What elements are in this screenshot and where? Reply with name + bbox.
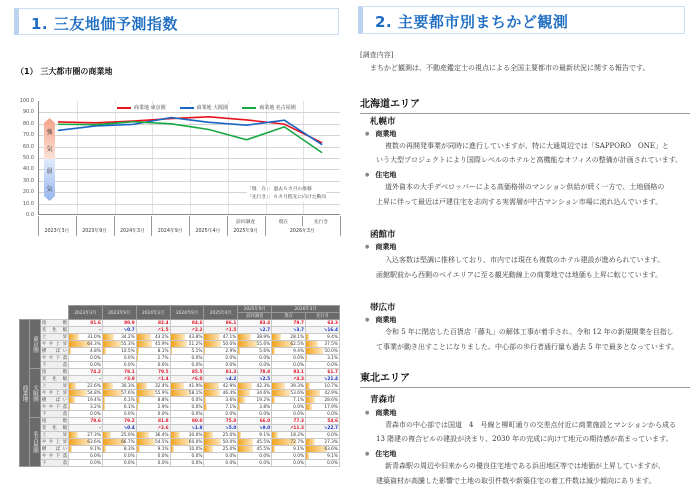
bullet-obihiro-commercial: ● 商業地 xyxy=(365,315,396,325)
group-label: 名古屋圏 xyxy=(30,418,41,467)
row-label: 上 昇 xyxy=(42,384,68,389)
percent-cell: 0.0% xyxy=(170,355,204,362)
change-cell: ↗2.6 xyxy=(136,425,170,432)
table-row xyxy=(20,376,340,383)
change-cell: ↘1.8 xyxy=(170,425,204,432)
percent-cell: 43.2% xyxy=(136,334,170,341)
row-label: 下 落 xyxy=(42,412,68,417)
row-label: やや上昇 xyxy=(42,391,68,396)
y-tick-label: 40.0 xyxy=(22,166,34,173)
percent-cell: 10.0% xyxy=(170,446,204,453)
change-cell: ↘9.0 xyxy=(238,425,272,432)
x-tick-label: 2024年3月 xyxy=(119,229,145,234)
percent-cell: 0.0% xyxy=(136,362,170,369)
percent-cell: 41.9% xyxy=(170,383,204,390)
column-subheader: 先行き xyxy=(306,313,340,320)
percent-cell: 55.6% xyxy=(238,341,272,348)
percent-cell: 32.4% xyxy=(136,383,170,390)
index-cell: 81.3 xyxy=(204,369,238,376)
change-cell: ↗1.5 xyxy=(204,327,238,334)
percent-cell: 3.8% xyxy=(238,404,272,411)
percent-cell: 25.0% xyxy=(204,432,238,439)
row-label: やや上昇 xyxy=(42,342,68,347)
percent-cell: 42.9% xyxy=(204,383,238,390)
change-cell: ↗2.2 xyxy=(170,327,204,334)
percent-cell: 18.2% xyxy=(272,432,306,439)
percent-cell: 25.0% xyxy=(102,432,136,439)
table-row xyxy=(20,439,340,446)
row-label: やや下落 xyxy=(42,356,68,361)
index-cell: 85.5 xyxy=(170,369,204,376)
row-label: 変 化 幅 xyxy=(42,426,68,431)
index-cell: 79.6 xyxy=(69,418,103,425)
row-label: 変 化 幅 xyxy=(42,328,68,333)
table-row xyxy=(20,446,340,453)
row-label: 横 ばい xyxy=(42,447,68,452)
percent-cell: 34.2% xyxy=(102,334,136,341)
table-row xyxy=(20,411,340,418)
index-cell: 75.0 xyxy=(204,418,238,425)
percent-cell: 50.0% xyxy=(204,439,238,446)
y-tick-label: 30.0 xyxy=(22,177,34,184)
percent-cell: 54.5% xyxy=(136,439,170,446)
bullet-sapporo-residential: ● 住宅地 xyxy=(365,170,396,180)
index-cell: 78.1 xyxy=(102,369,136,376)
change-cell: ↘16.4 xyxy=(306,327,340,334)
section-2-title: 2. 主要都市別まちかど観測 xyxy=(375,13,569,31)
obihiro-commercial-line1: 令和 5 年に閉店した百貨店「藤丸」の解体工事が着手され、令和 12 年の新規開業を目指し xyxy=(385,328,674,336)
percent-cell: 8.3% xyxy=(102,446,136,453)
percent-cell: 57.6% xyxy=(102,390,136,397)
y-tick-label: 50.0 xyxy=(22,155,34,161)
percent-cell: 0.0% xyxy=(238,362,272,369)
row-label: 上 昇 xyxy=(42,433,68,438)
column-subheader: 現在 xyxy=(272,313,306,320)
percent-cell: 51.2% xyxy=(170,341,204,348)
change-cell: ↘4.2 xyxy=(204,376,238,383)
x-axis xyxy=(38,216,340,238)
percent-cell: 34.6% xyxy=(238,390,272,397)
percent-cell: 42.3% xyxy=(238,383,272,390)
percent-cell: 3.6% xyxy=(204,397,238,404)
row-label: 指 数 xyxy=(42,321,68,326)
row-label: やや下落 xyxy=(42,405,68,410)
percent-cell: 0.0% xyxy=(102,460,136,467)
table-row xyxy=(20,327,340,334)
percent-cell: 53.6% xyxy=(272,390,306,397)
row-label: 下 落 xyxy=(42,363,68,368)
percent-cell: 45.5% xyxy=(238,446,272,453)
percent-cell: 31.0% xyxy=(69,334,103,341)
table-row xyxy=(20,334,340,341)
percent-cell: 0.0% xyxy=(204,460,238,467)
percent-cell: 60.0% xyxy=(170,439,204,446)
percent-cell: 2.7% xyxy=(136,355,170,362)
percent-cell: 0.0% xyxy=(69,362,103,369)
percent-cell: 0.0% xyxy=(272,355,306,362)
percent-cell: 0.0% xyxy=(306,362,340,369)
percent-cell: 54.8% xyxy=(69,390,103,397)
y-tick-label: 0.0 xyxy=(26,212,34,218)
percent-cell: 0.0% xyxy=(272,460,306,467)
row-label: 変 化 幅 xyxy=(42,377,68,382)
index-cell: 74.2 xyxy=(69,369,103,376)
plot-area xyxy=(38,101,340,215)
column-header: 2023年9月 xyxy=(102,306,136,320)
percent-cell: 38.9% xyxy=(238,334,272,341)
column-subheader: 前回調査 xyxy=(238,313,272,320)
city-aomori: 青森市 xyxy=(370,395,396,405)
weak-label-2: 気 xyxy=(46,186,53,193)
index-cell: 54.6 xyxy=(306,418,340,425)
change-cell: - xyxy=(69,425,103,432)
area-tohoku: 東北エリア xyxy=(360,369,690,388)
table-row xyxy=(20,341,340,348)
percent-cell: 66.7% xyxy=(102,439,136,446)
percent-cell: 0.0% xyxy=(306,411,340,418)
percent-cell: 47.1% xyxy=(204,334,238,341)
percent-cell: 10.5% xyxy=(102,348,136,355)
percent-cell: 0.0% xyxy=(102,355,136,362)
index-cell: 77.3 xyxy=(272,418,306,425)
percent-cell: 2.9% xyxy=(136,404,170,411)
percent-cell: 63.6% xyxy=(69,439,103,446)
table-row xyxy=(20,362,340,369)
change-cell: ↘3.7 xyxy=(272,327,306,334)
legend-item-tokyo: 商業地 東京圏 xyxy=(117,104,166,111)
section-1-header xyxy=(14,8,339,35)
percent-cell: 0.0% xyxy=(204,453,238,460)
x-tick-label: 2025年4月 xyxy=(195,229,221,234)
change-cell: ↘22.7 xyxy=(306,425,340,432)
y-tick-label: 80.0 xyxy=(22,120,34,127)
percent-cell: 0.0% xyxy=(204,362,238,369)
percent-cell: 0.0% xyxy=(170,397,204,404)
percent-cell: 0.0% xyxy=(136,460,170,467)
percent-cell: 0.0% xyxy=(238,355,272,362)
index-cell: 81.8 xyxy=(136,418,170,425)
percent-cell: 0.0% xyxy=(306,460,340,467)
percent-cell: 0.0% xyxy=(170,411,204,418)
column-header: 2025年9月 xyxy=(238,306,272,313)
row-label: 指 数 xyxy=(42,370,68,375)
sapporo-residential-line2: 上昇に伴って最近は戸建住宅を志向する実需層が中古マンション市場に流れ込んでいます。 xyxy=(376,198,663,206)
percent-cell: 0.0% xyxy=(204,355,238,362)
line-chart xyxy=(8,98,343,235)
row-label: 横 ばい xyxy=(42,349,68,354)
index-cell: 63.3 xyxy=(306,320,340,327)
change-cell: ↘21.4 xyxy=(306,376,340,383)
percent-cell: 0.0% xyxy=(102,362,136,369)
percent-cell: 8.1% xyxy=(136,348,170,355)
percent-cell: 46.4% xyxy=(204,390,238,397)
chart-note: 「現 在」：過去６カ月の推移 「先行き」：６カ月程先に向けた動向 xyxy=(247,187,327,200)
percent-cell: 63.6% xyxy=(306,446,340,453)
chart-legend xyxy=(114,104,299,111)
percent-cell: 19.4% xyxy=(69,397,103,404)
y-tick-label: 10.0 xyxy=(22,200,34,207)
y-tick-label: 90.0 xyxy=(22,109,34,116)
survey-text: まちかど観測は、不動産鑑定士の視点による全国主要都市の最新状況に関する報告です。 xyxy=(370,64,650,72)
table-row xyxy=(20,320,340,327)
column-header: 2024年9月 xyxy=(170,306,204,320)
x-tick-label: 2024年9月 xyxy=(157,229,183,234)
bullet-hakodate-commercial: ● 商業地 xyxy=(365,242,396,252)
strong-label-1: 強 xyxy=(46,129,53,136)
strong-label-2: 気 xyxy=(46,146,53,153)
index-cell: 78.8 xyxy=(238,369,272,376)
outer-group-label: 商業地 xyxy=(20,320,30,467)
percent-cell: 0.0% xyxy=(69,411,103,418)
percent-cell: 0.0% xyxy=(136,411,170,418)
city-obihiro: 帯広市 xyxy=(370,303,396,313)
column-header: 2025年4月 xyxy=(204,306,238,320)
percent-cell: 7.1% xyxy=(204,404,238,411)
percent-cell: 64.3% xyxy=(69,341,103,348)
aomori-commercial-line2: 13 階建の複合ビルの建設が決まり、2030 年の完成に向けて地元の期待感が高まっています。 xyxy=(376,435,673,443)
change-cell: ↘2.7 xyxy=(238,327,272,334)
index-cell: 82.4 xyxy=(136,320,170,327)
index-cell: 79.2 xyxy=(102,418,136,425)
percent-cell: 0.0% xyxy=(170,362,204,369)
x-tick-label: 2026年3月 xyxy=(289,229,315,234)
percent-cell: 0.0% xyxy=(238,411,272,418)
percent-cell: 0.0% xyxy=(69,453,103,460)
table-row xyxy=(20,425,340,432)
percent-cell: 3.1% xyxy=(306,355,340,362)
percent-cell: 0.0% xyxy=(69,460,103,467)
change-cell: ↘0.4 xyxy=(102,425,136,432)
change-cell: ↘5.0 xyxy=(204,425,238,432)
x-tick-label: 2025年9月 xyxy=(233,229,259,234)
percent-cell: 0.0% xyxy=(170,404,204,411)
obihiro-commercial-line2: て事業が動き出すことになりました。中心部の歩行者通行量も過去 5 年で最多となっています。 xyxy=(376,343,679,351)
aomori-residential-line2: 建築資材が高騰した影響で土地の取引件数や新築住宅の着工件数は減少傾向にあります。 xyxy=(376,477,656,485)
index-cell: 83.1 xyxy=(272,369,306,376)
sapporo-commercial-line2: いう大型プロジェクトにより国際レベルのホテルと高機能なオフィスの整備が計画されています。 xyxy=(376,156,683,164)
table-row xyxy=(20,460,340,467)
percent-cell: 9.4% xyxy=(306,334,340,341)
group-label: 大阪圏 xyxy=(30,369,41,418)
change-cell: ↘0.7 xyxy=(102,327,136,334)
table-row xyxy=(20,369,340,376)
percent-cell: 0.0% xyxy=(272,362,306,369)
x-tick-label: 2023年9月 xyxy=(82,229,108,234)
section-2-header xyxy=(358,6,685,34)
percent-cell: 43.8% xyxy=(170,334,204,341)
index-cell: 86.1 xyxy=(204,320,238,327)
table-row xyxy=(20,432,340,439)
legend-item-osaka: 商業地 大阪圏 xyxy=(180,104,229,111)
weak-label-1: 弱 xyxy=(46,168,53,175)
column-header: 2026年3月 xyxy=(272,306,340,313)
percent-cell: 5.1% xyxy=(170,348,204,355)
percent-cell: 0.0% xyxy=(238,460,272,467)
bullet-aomori-residential: ● 住宅地 xyxy=(365,449,396,459)
change-cell: ↗3.9 xyxy=(102,376,136,383)
table-row xyxy=(20,383,340,390)
index-cell: 81.6 xyxy=(69,320,103,327)
aomori-commercial-line1: 青森市の中心部では国道 4 号線と柳町通りの交差点付近に商業施設とマンションから成る xyxy=(385,421,677,429)
percent-cell: 0.0% xyxy=(170,453,204,460)
row-label: 下 落 xyxy=(42,461,68,466)
x-tick-label: 2023年3月 xyxy=(44,229,70,234)
sapporo-residential-line1: 道外資本の大手デベロッパーによる高価格帯のマンション供給が続く一方で、土地価格の xyxy=(385,183,665,191)
city-hakodate: 函館市 xyxy=(370,230,396,240)
change-cell: - xyxy=(69,376,103,383)
percent-cell: 22.6% xyxy=(69,383,103,390)
percent-cell: 8.8% xyxy=(136,397,170,404)
hakodate-commercial-line2: 函館駅前から西側のベイエリアに至る観光動線上の商業地では地価も上昇に転じています。 xyxy=(376,271,663,279)
bullet-aomori-commercial: ● 商業地 xyxy=(365,408,396,418)
percent-cell: 25.0% xyxy=(204,446,238,453)
table-row xyxy=(20,355,340,362)
change-cell: ↗4.3 xyxy=(272,376,306,383)
column-header: 2023年3月 xyxy=(69,306,103,320)
percent-cell: 62.5% xyxy=(272,341,306,348)
percent-cell: 50.0% xyxy=(306,348,340,355)
subsection-title: （1） 三大都市圏の商業地 xyxy=(16,67,113,76)
y-tick-label: 60.0 xyxy=(22,143,34,150)
percent-cell: 4.8% xyxy=(69,348,103,355)
row-label: やや下落 xyxy=(42,454,68,459)
percent-cell: 3.2% xyxy=(69,404,103,411)
percent-cell: 17.9% xyxy=(306,404,340,411)
percent-cell: 0.0% xyxy=(306,432,340,439)
y-tick-label: 100.0 xyxy=(19,98,34,104)
percent-cell: 0.0% xyxy=(272,453,306,460)
table-row xyxy=(20,418,340,425)
table-row xyxy=(20,390,340,397)
x-top-label: 前回調査 xyxy=(236,220,256,225)
percent-cell: 0.0% xyxy=(69,355,103,362)
row-label: 指 数 xyxy=(42,419,68,424)
percent-cell: 55.9% xyxy=(136,390,170,397)
percent-cell: 27.3% xyxy=(306,439,340,446)
percent-cell: 0.0% xyxy=(238,453,272,460)
percent-cell: 0.0% xyxy=(170,460,204,467)
aomori-residential-line1: 新青森駅の周辺や旧来からの優良住宅地である浜田地区等では地価が上昇していますが、 xyxy=(385,462,665,470)
percent-cell: 19.2% xyxy=(238,397,272,404)
index-cell: 61.7 xyxy=(306,369,340,376)
percent-cell: 0.0% xyxy=(136,453,170,460)
percent-cell: 27.3% xyxy=(69,432,103,439)
index-cell: 79.5 xyxy=(136,369,170,376)
percent-cell: 6.1% xyxy=(102,397,136,404)
change-cell: ↘2.5 xyxy=(238,376,272,383)
area-hokkaido: 北海道エリア xyxy=(360,95,690,114)
percent-cell: 9.1% xyxy=(69,446,103,453)
percent-cell: 0.0% xyxy=(204,411,238,418)
y-tick-label: 20.0 xyxy=(22,189,34,196)
percent-cell: 30.3% xyxy=(102,383,136,390)
change-cell: ↗6.0 xyxy=(170,376,204,383)
row-label: 上 昇 xyxy=(42,335,68,340)
percent-cell: 9.1% xyxy=(238,432,272,439)
survey-label: [調査内容] xyxy=(360,51,394,59)
index-cell: 83.4 xyxy=(238,320,272,327)
index-cell: 80.9 xyxy=(102,320,136,327)
percent-cell: 58.1% xyxy=(170,390,204,397)
table-row xyxy=(20,397,340,404)
percent-cell: 10.7% xyxy=(306,383,340,390)
percent-cell: 39.3% xyxy=(272,383,306,390)
index-cell: 84.6 xyxy=(170,320,204,327)
row-label: 横 ばい xyxy=(42,398,68,403)
table-row xyxy=(20,404,340,411)
x-top-label: 現在 xyxy=(278,220,289,225)
table-row xyxy=(20,348,340,355)
y-axis xyxy=(8,98,36,218)
percent-cell: 0.0% xyxy=(272,404,306,411)
city-sapporo: 札幌市 xyxy=(370,117,396,127)
percent-cell: 72.7% xyxy=(272,439,306,446)
series-line xyxy=(58,118,322,145)
percent-cell: 45.9% xyxy=(136,341,170,348)
percent-cell: 55.3% xyxy=(102,341,136,348)
change-cell: - xyxy=(69,327,103,334)
percent-cell: 50.0% xyxy=(204,341,238,348)
percent-cell: 2.9% xyxy=(204,348,238,355)
section-city-observations xyxy=(350,0,700,498)
change-cell: ↗1.5 xyxy=(136,327,170,334)
group-label: 東京圏 xyxy=(30,320,41,369)
percent-cell: 30.0% xyxy=(170,432,204,439)
x-top-label: 先行き xyxy=(313,220,329,225)
section-1-title: 1. 三友地価予測指数 xyxy=(31,15,178,33)
percent-cell: 45.5% xyxy=(238,439,272,446)
percent-cell: 37.5% xyxy=(306,341,340,348)
percent-cell: 9.1% xyxy=(306,453,340,460)
bullet-sapporo-commercial: ● 商業地 xyxy=(365,129,396,139)
percent-cell: 0.0% xyxy=(102,411,136,418)
percent-cell: 42.9% xyxy=(306,390,340,397)
column-header: 2024年3月 xyxy=(136,306,170,320)
percent-cell: 0.0% xyxy=(102,453,136,460)
percent-cell: 7.1% xyxy=(272,397,306,404)
row-label: やや上昇 xyxy=(42,440,68,445)
legend-item-nagoya: 商業地 名古屋圏 xyxy=(242,104,296,111)
percent-cell: 36.4% xyxy=(136,432,170,439)
table-row xyxy=(20,453,340,460)
change-cell: ↗1.4 xyxy=(136,376,170,383)
index-table xyxy=(19,305,340,467)
y-tick-label: 70.0 xyxy=(22,132,34,139)
percent-cell: 5.6% xyxy=(238,348,272,355)
percent-cell: 28.1% xyxy=(272,334,306,341)
percent-cell: 6.1% xyxy=(102,404,136,411)
sapporo-commercial-line1: 複数の再開発事業が同時に進行していますが、特に大通周辺では「SAPPORO ONE」と xyxy=(385,142,669,150)
percent-cell: 28.6% xyxy=(306,397,340,404)
index-cell: 80.0 xyxy=(170,418,204,425)
percent-cell: 9.4% xyxy=(272,348,306,355)
index-cell: 66.0 xyxy=(238,418,272,425)
hakodate-commercial-line1: 入込客数は堅調に推移しており、市内では現在も複数のホテル建設が進められています。 xyxy=(385,256,665,264)
percent-cell: 9.1% xyxy=(272,446,306,453)
percent-cell: 9.1% xyxy=(136,446,170,453)
percent-cell: 0.0% xyxy=(272,411,306,418)
index-cell: 79.7 xyxy=(272,320,306,327)
change-cell: ↗11.3 xyxy=(272,425,306,432)
